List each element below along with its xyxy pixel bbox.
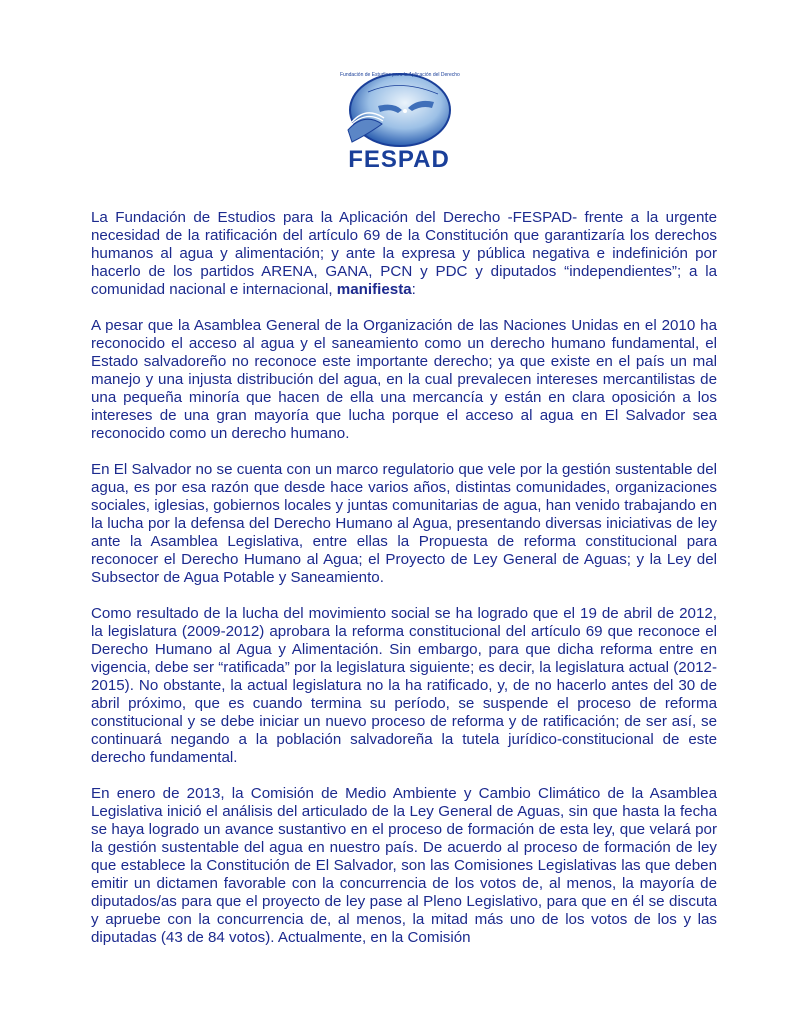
logo-org-text: Fundación de Estudios para la Aplicación del Derecho (340, 72, 460, 78)
paragraph-text: La Fundación de Estudios para la Aplicación del Derecho -FESPAD- frente a la urgente necesidad de la ratificación del artículo 69 de la Constitución que garantizaría los derechos humanos al agua y alimentación; y ante la expresa y pública negativa e indefinición por hacerlo de los partidos ARENA, GANA, PCN y PDC y diputados “independientes”; a la comunidad nacional e internacional, (91, 209, 717, 298)
paragraph: En El Salvador no se cuenta con un marco regulatorio que vele por la gestión sustentable del agua, es por esa razón que desde hace varios años, distintas comunidades, organizaciones sociales, iglesias, gobiernos locales y juntas comunitarias de agua, han venido trabajando en la lucha por la defensa del Derecho Humano al Agua, presentando diversas iniciativas de ley ante la Asamblea Legislativa, entre ellas la Propuesta de reforma constitucional para reconocer el Derecho Humano al Agua; el Proyecto de Ley General de Aguas; y la Ley del Subsector de Agua Potable y Saneamiento. (91, 461, 717, 586)
document-body (91, 209, 717, 965)
paragraph-tail: : (411, 281, 416, 298)
fespad-logo (326, 72, 472, 176)
paragraph: En enero de 2013, la Comisión de Medio Ambiente y Cambio Climático de la Asamblea Legislativa inició el análisis del articulado de la Ley General de Aguas, sin que hasta la fecha se haya logrado un avance sustantivo en el proceso de formación de esta ley, que velará por la gestión sustentable del agua en nuestro país. De acuerdo al proceso de formación de ley que establece la Constitución de El Salvador, son las Comisiones Legislativas las que deben emitir un dictamen favorable con la concurrencia de los votos de, al menos, la mayoría de diputados/as para que el proyecto de ley pase al Pleno Legislativo, para que en él se discuta y apruebe con la concurrencia de, al menos, la mitad más uno de los votos de los y las diputadas (43 de 84 votos). Actualmente, en la Comisión (91, 785, 717, 946)
logo-emblem-icon (338, 72, 458, 148)
emphasis-text: manifiesta (336, 281, 412, 298)
logo-wordmark: FESPAD (348, 146, 450, 173)
paragraph: A pesar que la Asamblea General de la Organización de las Naciones Unidas en el 2010 ha reconocido el acceso al agua y el saneamiento como un derecho humano fundamental, el Estado salvadoreño no reconoce este importante derecho; ya que existe en el país un mal manejo y una injusta distribución del agua, en la cual prevalecen intereses mercantilistas de una pequeña minoría que hacen de ella una mercancía y están en clara oposición a los intereses de una gran mayoría que lucha porque el acceso al agua en El Salvador sea reconocido como un derecho humano. (91, 317, 717, 442)
paragraph: Como resultado de la lucha del movimiento social se ha logrado que el 19 de abril de 2012, la legislatura (2009-2012) aprobara la reforma constitucional del artículo 69 que reconoce el Derecho Humano al Agua y Alimentación. Sin embargo, para que dicha reforma entre en vigencia, debe ser “ratificada” por la legislatura siguiente; es decir, la legislatura actual (2012-2015). No obstante, la actual legislatura no la ha ratificado, y, de no hacerlo antes del 30 de abril próximo, que es cuando termina su período, se suspende el proceso de reforma constitucional y se debe iniciar un nuevo proceso de reforma y de ratificación; de ser así, se continuará negando a la población salvadoreña la tutela jurídico-constitucional de este derecho fundamental. (91, 605, 717, 766)
paragraph (91, 209, 717, 299)
